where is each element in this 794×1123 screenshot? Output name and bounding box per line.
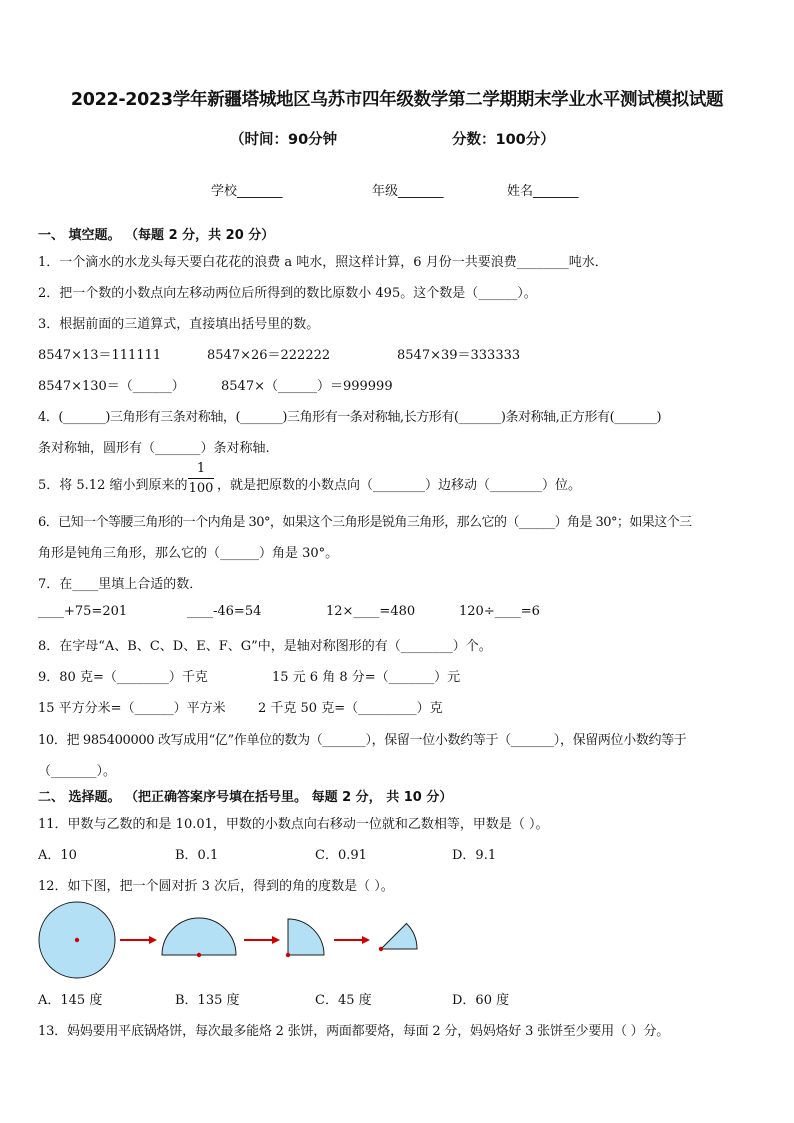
question-7-item-1: ____+75=201 bbox=[38, 604, 128, 619]
section-1-heading: 一、 填空题。 （每题 2 分，共 20 分） bbox=[38, 228, 275, 243]
question-9-c: 15 平方分米=（______）平方米 bbox=[38, 701, 226, 716]
question-12: 12．如下图，把一个圆对折 3 次后，得到的角的度数是（ ）。 bbox=[38, 879, 394, 894]
question-11-option-a: A．10 bbox=[38, 848, 77, 863]
question-3-stem: 3．根据前面的三道算式，直接填出括号里的数。 bbox=[38, 317, 320, 332]
question-7-item-3: 12×____=480 bbox=[326, 604, 416, 619]
question-12-option-c: C．45 度 bbox=[315, 993, 372, 1008]
quarter-circle-shape bbox=[288, 919, 324, 955]
question-6-line-1: 6．已知一个等腰三角形的一个内角是 30°，如果这个三角形是锐角三角形，那么它的（______）角是 30°；如果这个三 bbox=[38, 515, 692, 530]
question-7-item-4: 120÷____=6 bbox=[459, 604, 540, 619]
question-3-eq-2: 8547×26＝222222 bbox=[207, 348, 331, 363]
question-6-line-2: 角形是钝角三角形，那么它的（______）角是 30°。 bbox=[38, 546, 339, 561]
question-1: 1．一个滴水的水龙头每天要白花花的浪费 a 吨水，照这样计算，6 月份一共要浪费________吨水． bbox=[38, 255, 608, 270]
half-circle-shape bbox=[162, 918, 236, 955]
question-11-option-c: C．0.91 bbox=[315, 848, 367, 863]
question-3-eq-4: 8547×130＝（______） bbox=[38, 379, 185, 394]
school-field: 学校_______ bbox=[211, 184, 283, 199]
question-9-a: 9．80 克=（________）千克 bbox=[38, 670, 208, 685]
question-5-rest: ，就是把原数的小数点向（________）边移动（________）位。 bbox=[217, 478, 582, 493]
half-circle-center-dot bbox=[197, 953, 201, 957]
question-2: 2．把一个数的小数点向左移动两位后所得到的数比原数小 495。这个数是（______）。 bbox=[38, 286, 537, 301]
question-5-text: 5．将 5.12 缩小到原来的 bbox=[38, 478, 188, 493]
question-11: 11．甲数与乙数的和是 10.01，甲数的小数点向右移动一位就和乙数相等，甲数是（ ）。 bbox=[38, 817, 549, 832]
question-12-option-a: A．145 度 bbox=[38, 993, 103, 1008]
question-4-line-1: 4．(_______)三角形有三条对称轴，(_______)三角形有一条对称轴,长方形有(_______)条对称轴,正方形有(_______) bbox=[38, 410, 662, 425]
question-4-line-2: 条对称轴，圆形有（_______）条对称轴. bbox=[38, 441, 270, 456]
question-3-eq-3: 8547×39＝333333 bbox=[397, 348, 521, 363]
fraction-numerator: 1 bbox=[196, 461, 206, 476]
eighth-circle-center-dot bbox=[379, 947, 383, 951]
question-12-option-b: B．135 度 bbox=[175, 993, 240, 1008]
exam-score: 分数：100分） bbox=[452, 132, 555, 148]
circle-center-dot bbox=[75, 938, 79, 942]
grade-field: 年级_______ bbox=[372, 184, 444, 199]
exam-title: 2022-2023学年新疆塔城地区乌苏市四年级数学第二学期期末学业水平测试模拟试题 bbox=[70, 90, 724, 110]
question-7-stem: 7．在____里填上合适的数． bbox=[38, 577, 203, 592]
question-13: 13．妈妈要用平底锅烙饼，每次最多能烙 2 张饼，两面都要烙，每面 2 分，妈妈烙好 3 张饼至少要用（ ）分。 bbox=[38, 1024, 670, 1039]
circle-folding-figure bbox=[36, 900, 426, 980]
question-11-option-d: D．9.1 bbox=[452, 848, 497, 863]
arrow-1-head bbox=[149, 936, 157, 944]
fraction-denominator: 100 bbox=[188, 481, 214, 496]
quarter-circle-center-dot bbox=[286, 953, 290, 957]
question-3-eq-5: 8547×（______）＝999999 bbox=[221, 379, 393, 394]
name-field: 姓名_______ bbox=[507, 184, 579, 199]
question-11-option-b: B．0.1 bbox=[175, 848, 219, 863]
question-3-eq-1: 8547×13＝111111 bbox=[38, 348, 162, 363]
question-12-option-d: D．60 度 bbox=[452, 993, 510, 1008]
fraction-one-hundredth bbox=[188, 462, 214, 495]
question-9-d: 2 千克 50 克=（_________）克 bbox=[258, 701, 443, 716]
arrow-2-head bbox=[272, 936, 280, 944]
question-7-item-2: ____-46=54 bbox=[187, 604, 262, 619]
question-9-b: 15 元 6 角 8 分=（_______）元 bbox=[272, 670, 461, 685]
arrow-3-head bbox=[362, 936, 370, 944]
section-2-heading: 二、 选择题。 （把正确答案序号填在括号里。 每题 2 分， 共 10 分） bbox=[38, 790, 453, 805]
exam-time: （时间：90分钟 bbox=[230, 132, 338, 148]
eighth-circle-shape bbox=[381, 924, 417, 950]
question-8: 8．在字母“A、B、C、D、E、F、G”中，是轴对称图形的有（________）个。 bbox=[38, 639, 492, 654]
question-10-line-2: （_______）。 bbox=[38, 764, 117, 779]
question-10-line-1: 10．把 985400000 改写成用“亿”作单位的数为（_______），保留一位小数约等于（_______），保留两位小数约等于 bbox=[38, 733, 687, 748]
